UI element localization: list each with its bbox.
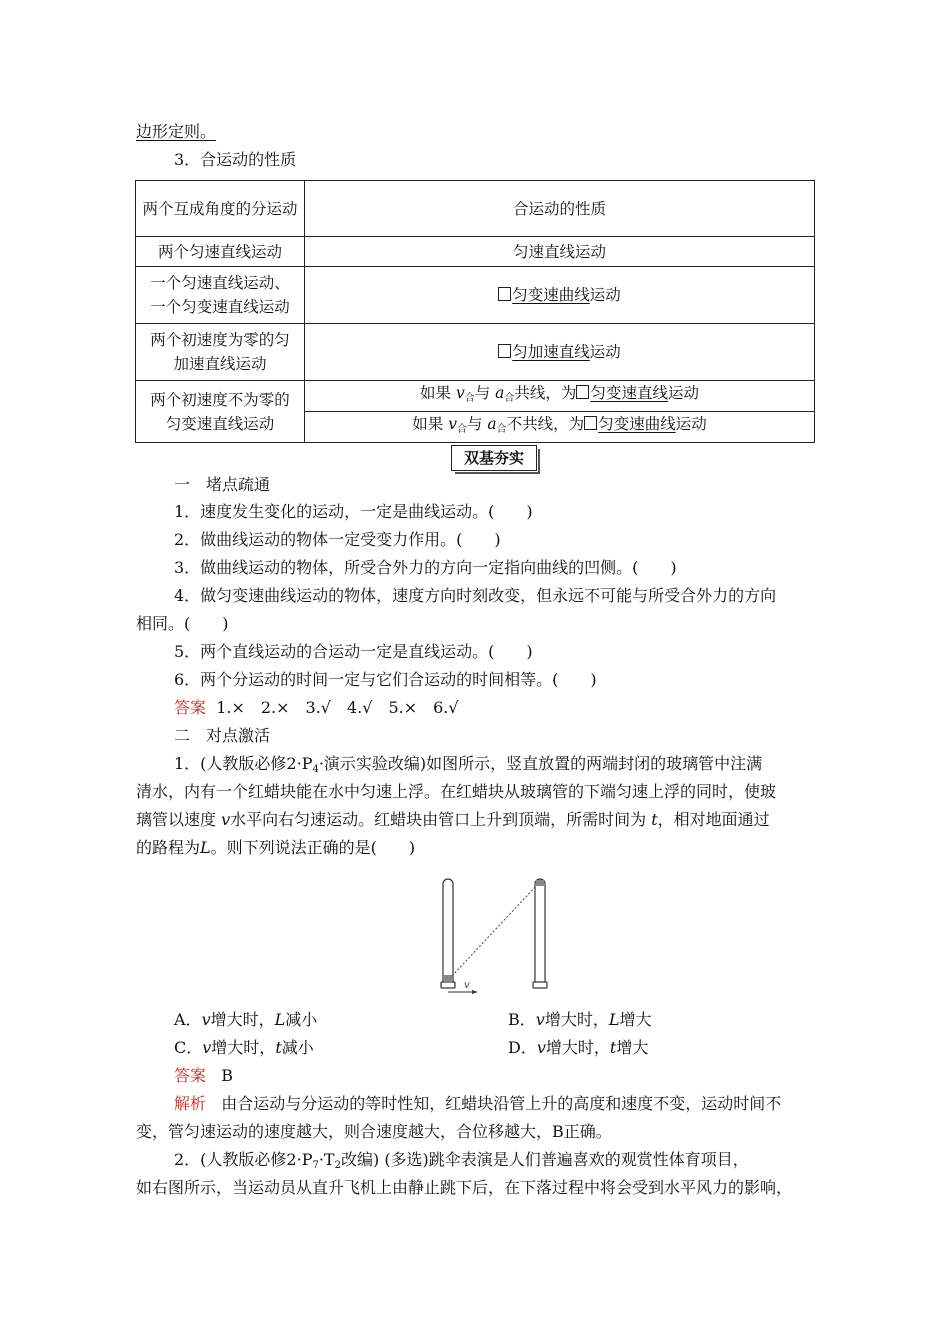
cell-line: 两个初速度不为零的 [150,390,290,409]
table-row [136,324,815,381]
intro-text: 边形定则。 [136,122,217,141]
cell-line: 加速直线运动 [173,355,267,373]
table-cell: 匀速直线运动 [305,237,815,267]
table-row [136,237,815,267]
table-row [136,381,815,412]
analysis-line: 解析 由合运动与分运动的等时性知，红蜡块沿管上升的高度和速度不变，运动时间不 [174,1094,782,1113]
question-item: 5．两个直线运动的合运动一定是直线运动。( ) [174,642,533,661]
table-cell [136,267,305,324]
table-cell [136,381,305,443]
table-cell: 匀加速直线运动 [305,324,815,381]
answer-box-icon [498,344,511,358]
question-item-cont: 相同。( ) [136,614,229,633]
cell-line: 一个匀速直线运动、 [150,274,290,292]
answer-box-icon [498,287,511,301]
option-d: D．v增大时，t增大 [508,1038,649,1057]
answer-line [174,697,459,719]
red-wax-block-end [536,880,544,886]
question-line: 2．(人教版必修$2\cdot P_7\cdot T_2$改编) (多选)跳伞表演是人们普遍喜欢的观赏性体育项目， [174,1150,749,1171]
table-cell: 如果 $v_合$与 $a_合$不共线，为 匀变速曲线运动 [305,412,815,443]
option-c: C．v增大时，t减小 [174,1038,314,1057]
question-item: 6．两个分运动的时间一定与它们合运动的时间相等。( ) [174,670,597,689]
answer-label: 答案 [174,698,207,717]
question-line: 的路程为L。则下列说法正确的是( ) [136,838,416,857]
motion-property-table [135,180,815,443]
question-item: 4．做匀变速曲线运动的物体，速度方向时刻改变，但永远不可能与所受合外力的方向 [174,586,777,605]
part-title: 二 对点激活 [174,726,271,745]
velocity-label: v [464,980,470,991]
section-banner: 双基夯实 [451,445,537,471]
question-item: 1．速度发生变化的运动，一定是曲线运动。( ) [174,502,533,521]
table-cell: 匀变速曲线运动 [305,267,815,324]
question-line: 清水，内有一个红蜡块能在水中匀速上浮。在红蜡块从玻璃管的下端匀速上浮的同时，使玻 [136,782,777,801]
option-b: B．v增大时，L增大 [508,1010,652,1029]
question-item: 2．做曲线运动的物体一定受变力作用。( ) [174,530,501,549]
answer-values: 1.× 2.× 3.√ 4.√ 5.× 6.√ [216,698,459,717]
table-cell: 如果 $v_合$与 $a_合$共线，为 匀变速直线运动 [305,381,815,412]
answer-line: 答案 B [174,1066,234,1085]
table-header-cell: 合运动的性质 [305,181,815,237]
question-line: 1．(人教版必修$2\cdot P_4\cdot$演示实验改编)如图所示，竖直放置的两端封闭的玻璃管中注满 [174,754,763,775]
right-tube [533,879,547,988]
left-tube [441,879,455,988]
red-wax-block-start [444,975,452,981]
blank-answer: 匀变速曲线 [598,415,676,433]
blank-answer: 匀加速直线 [512,343,590,361]
analysis-label: 解析 [174,1094,207,1113]
table-row [136,267,815,324]
cell-line: 匀变速直线运动 [165,414,275,433]
answer-label: 答案 [174,1066,207,1085]
blank-answer: 匀变速曲线 [512,286,590,304]
answer-box-icon [584,416,597,430]
option-a: A．v增大时，L减小 [174,1010,318,1029]
path-dashed-line [452,886,536,976]
analysis-line: 变，管匀速运动的速度越大，则合速度越大，合位移越大，B正确。 [136,1122,612,1141]
section-title: 3．合运动的性质 [174,150,297,169]
answer-box-icon [576,385,589,399]
table-cell [136,324,305,381]
cell-line: 一个匀变速直线运动 [150,298,290,316]
arrow-head-icon [472,990,478,994]
table-row [136,181,815,237]
glass-tube-figure [430,872,554,994]
blank-answer: 匀变速直线 [590,384,668,402]
table-header-cell: 两个互成角度的分运动 [136,181,305,237]
part-title: 一 堵点疏通 [174,475,271,494]
question-line: 如右图所示，当运动员从直升飞机上由静止跳下后，在下落过程中将会受到水平风力的影响， [136,1178,793,1197]
question-item: 3．做曲线运动的物体，所受合外力的方向一定指向曲线的凹侧。( ) [174,558,677,577]
cell-line: 两个初速度为零的匀 [150,331,290,349]
question-line: 璃管以速度 v水平向右匀速运动。红蜡块由管口上升到顶端，所需时间为 t，相对地面通过 [136,810,770,829]
table-cell: 两个匀速直线运动 [136,237,305,267]
